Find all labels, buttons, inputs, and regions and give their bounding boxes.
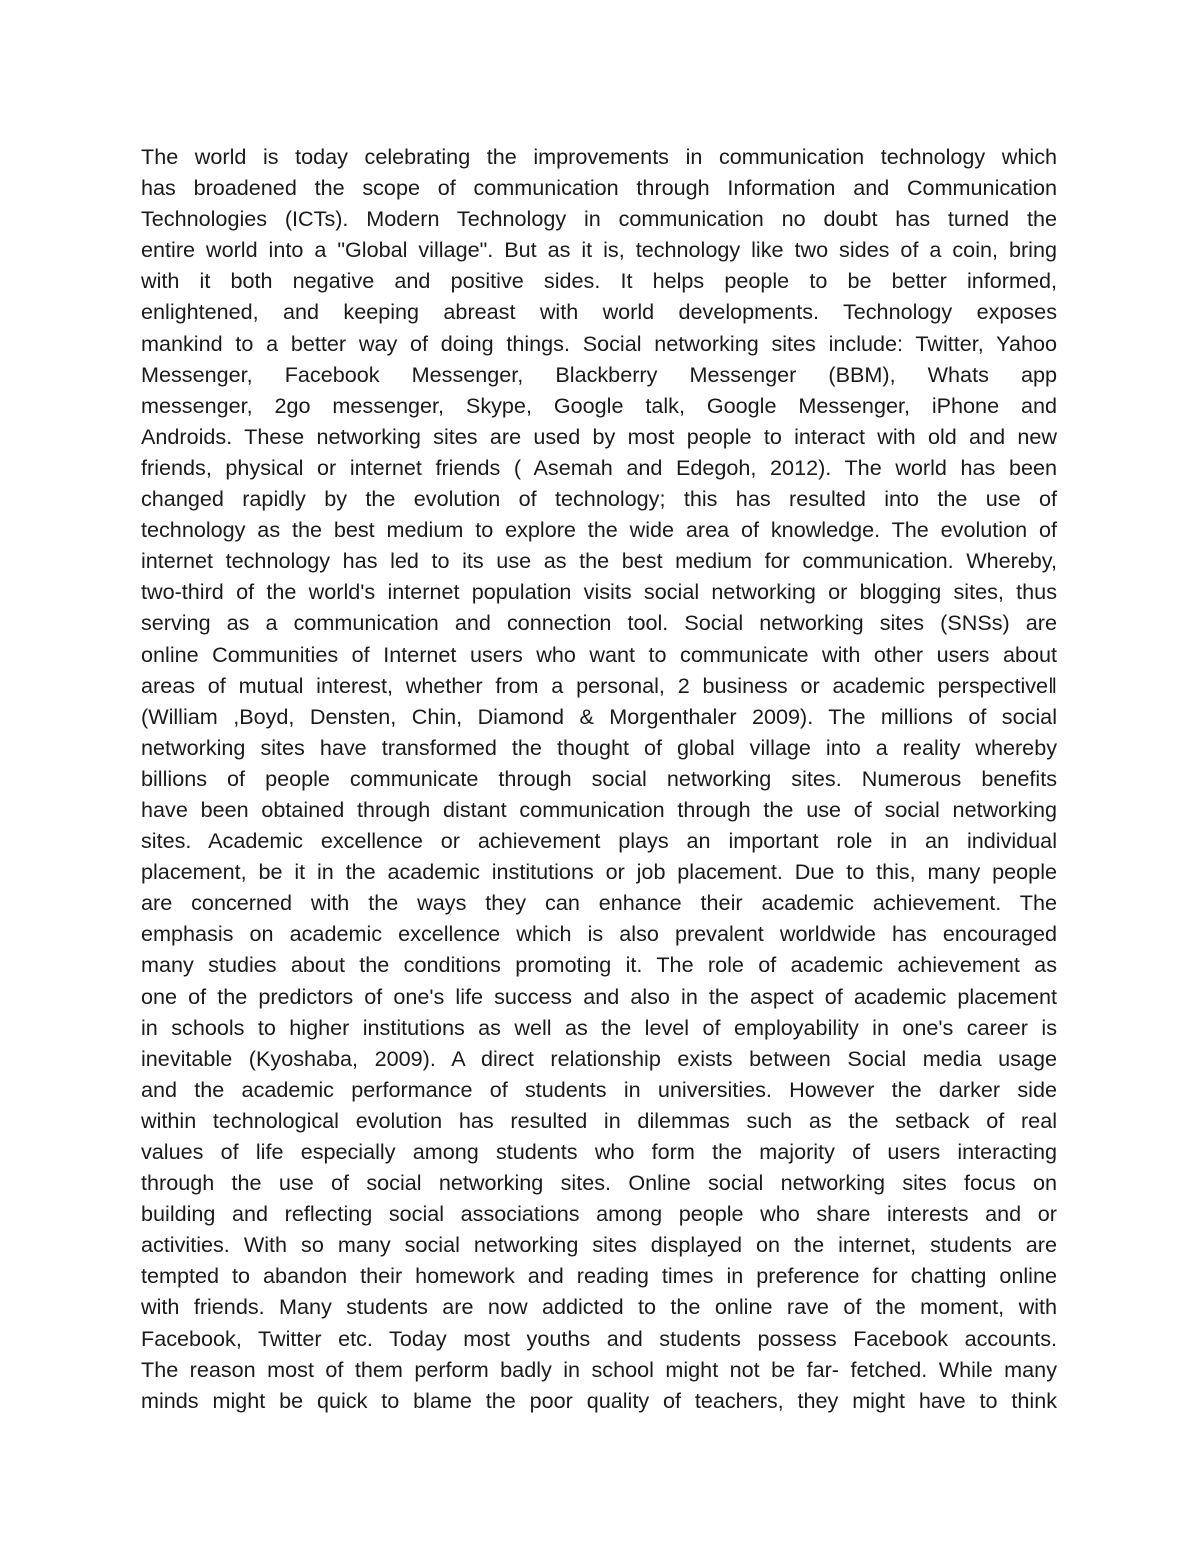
text-line: technology as the best medium to explore the wide area of knowledge. The evolution of xyxy=(141,517,1057,543)
text-line: activities. With so many social networking sites displayed on the internet, students are xyxy=(141,1232,1057,1258)
text-line: enlightened, and keeping abreast with world developments. Technology exposes xyxy=(141,299,1057,325)
text-line: internet technology has led to its use as the best medium for communication. Whereby, xyxy=(141,548,1057,574)
text-line: has broadened the scope of communication through Information and Communication xyxy=(141,175,1057,201)
text-line: The world is today celebrating the improvements in communication technology which xyxy=(141,144,1057,169)
text-line: through the use of social networking sites. Online social networking sites focus on xyxy=(141,1170,1057,1196)
text-line: emphasis on academic excellence which is also prevalent worldwide has encouraged xyxy=(141,921,1057,947)
text-line: friends, physical or internet friends ( Asemah and Edegoh, 2012). The world has been xyxy=(141,454,1057,480)
text-line: one of the predictors of one's life success and also in the aspect of academic placement xyxy=(141,983,1057,1009)
text-line: with it both negative and positive sides. It helps people to be better informed, xyxy=(141,268,1057,294)
text-line: areas of mutual interest, whether from a personal, 2 business or academic perspective‖ xyxy=(141,672,1057,698)
text-line: The reason most of them perform badly in school might not be far- fetched. While many xyxy=(141,1356,1057,1382)
text-line: values of life especially among students who form the majority of users interacting xyxy=(141,1139,1057,1164)
text-line: online Communities of Internet users who want to communicate with other users about xyxy=(141,641,1057,667)
text-line: Facebook, Twitter etc. Today most youths and students possess Facebook accounts. xyxy=(141,1325,1057,1351)
text-line: sites. Academic excellence or achievement plays an important role in an individual xyxy=(141,828,1057,854)
text-line: two-third of the world's internet population visits social networking or blogging sites, thus xyxy=(141,579,1057,605)
text-line: Technologies (ICTs). Modern Technology in communication no doubt has turned the xyxy=(141,206,1057,232)
text-line: with friends. Many students are now addicted to the online rave of the moment, with xyxy=(141,1294,1057,1320)
text-line: minds might be quick to blame the poor quality of teachers, they might have to think xyxy=(141,1387,1057,1413)
text-line: mankind to a better way of doing things. Social networking sites include: Twitter, Yahoo xyxy=(141,330,1057,356)
text-line: and the academic performance of students in universities. However the darker side xyxy=(141,1076,1057,1102)
text-line: tempted to abandon their homework and reading times in preference for chatting online xyxy=(141,1263,1057,1289)
text-line: placement, be it in the academic institutions or job placement. Due to this, many people xyxy=(141,859,1057,885)
text-line: billions of people communicate through social networking sites. Numerous benefits xyxy=(141,765,1057,791)
body-paragraph xyxy=(141,141,1057,1416)
text-line: building and reflecting social associations among people who share interests and or xyxy=(141,1201,1057,1227)
text-line: messenger, 2go messenger, Skype, Google talk, Google Messenger, iPhone and xyxy=(141,392,1057,418)
text-line: inevitable (Kyoshaba, 2009). A direct relationship exists between Social media usage xyxy=(141,1045,1057,1071)
text-line: in schools to higher institutions as well as the level of employability in one's career is xyxy=(141,1014,1057,1040)
text-line: Messenger, Facebook Messenger, Blackberry Messenger (BBM), Whats app xyxy=(141,361,1057,387)
text-line: networking sites have transformed the thought of global village into a reality whereby xyxy=(141,734,1057,760)
text-line: Androids. These networking sites are used by most people to interact with old and new xyxy=(141,423,1057,449)
text-line: many studies about the conditions promoting it. The role of academic achievement as xyxy=(141,952,1057,978)
text-line: have been obtained through distant communication through the use of social networking xyxy=(141,796,1057,822)
text-line: serving as a communication and connection tool. Social networking sites (SNSs) are xyxy=(141,610,1057,636)
text-line: are concerned with the ways they can enhance their academic achievement. The xyxy=(141,890,1057,916)
text-line: entire world into a "Global village". But as it is, technology like two sides of a coin, bring xyxy=(141,237,1057,263)
text-line: changed rapidly by the evolution of technology; this has resulted into the use of xyxy=(141,486,1057,512)
text-line: within technological evolution has resulted in dilemmas such as the setback of real xyxy=(141,1107,1057,1133)
text-line: (William ,Boyd, Densten, Chin, Diamond & Morgenthaler 2009). The millions of social xyxy=(141,703,1057,729)
